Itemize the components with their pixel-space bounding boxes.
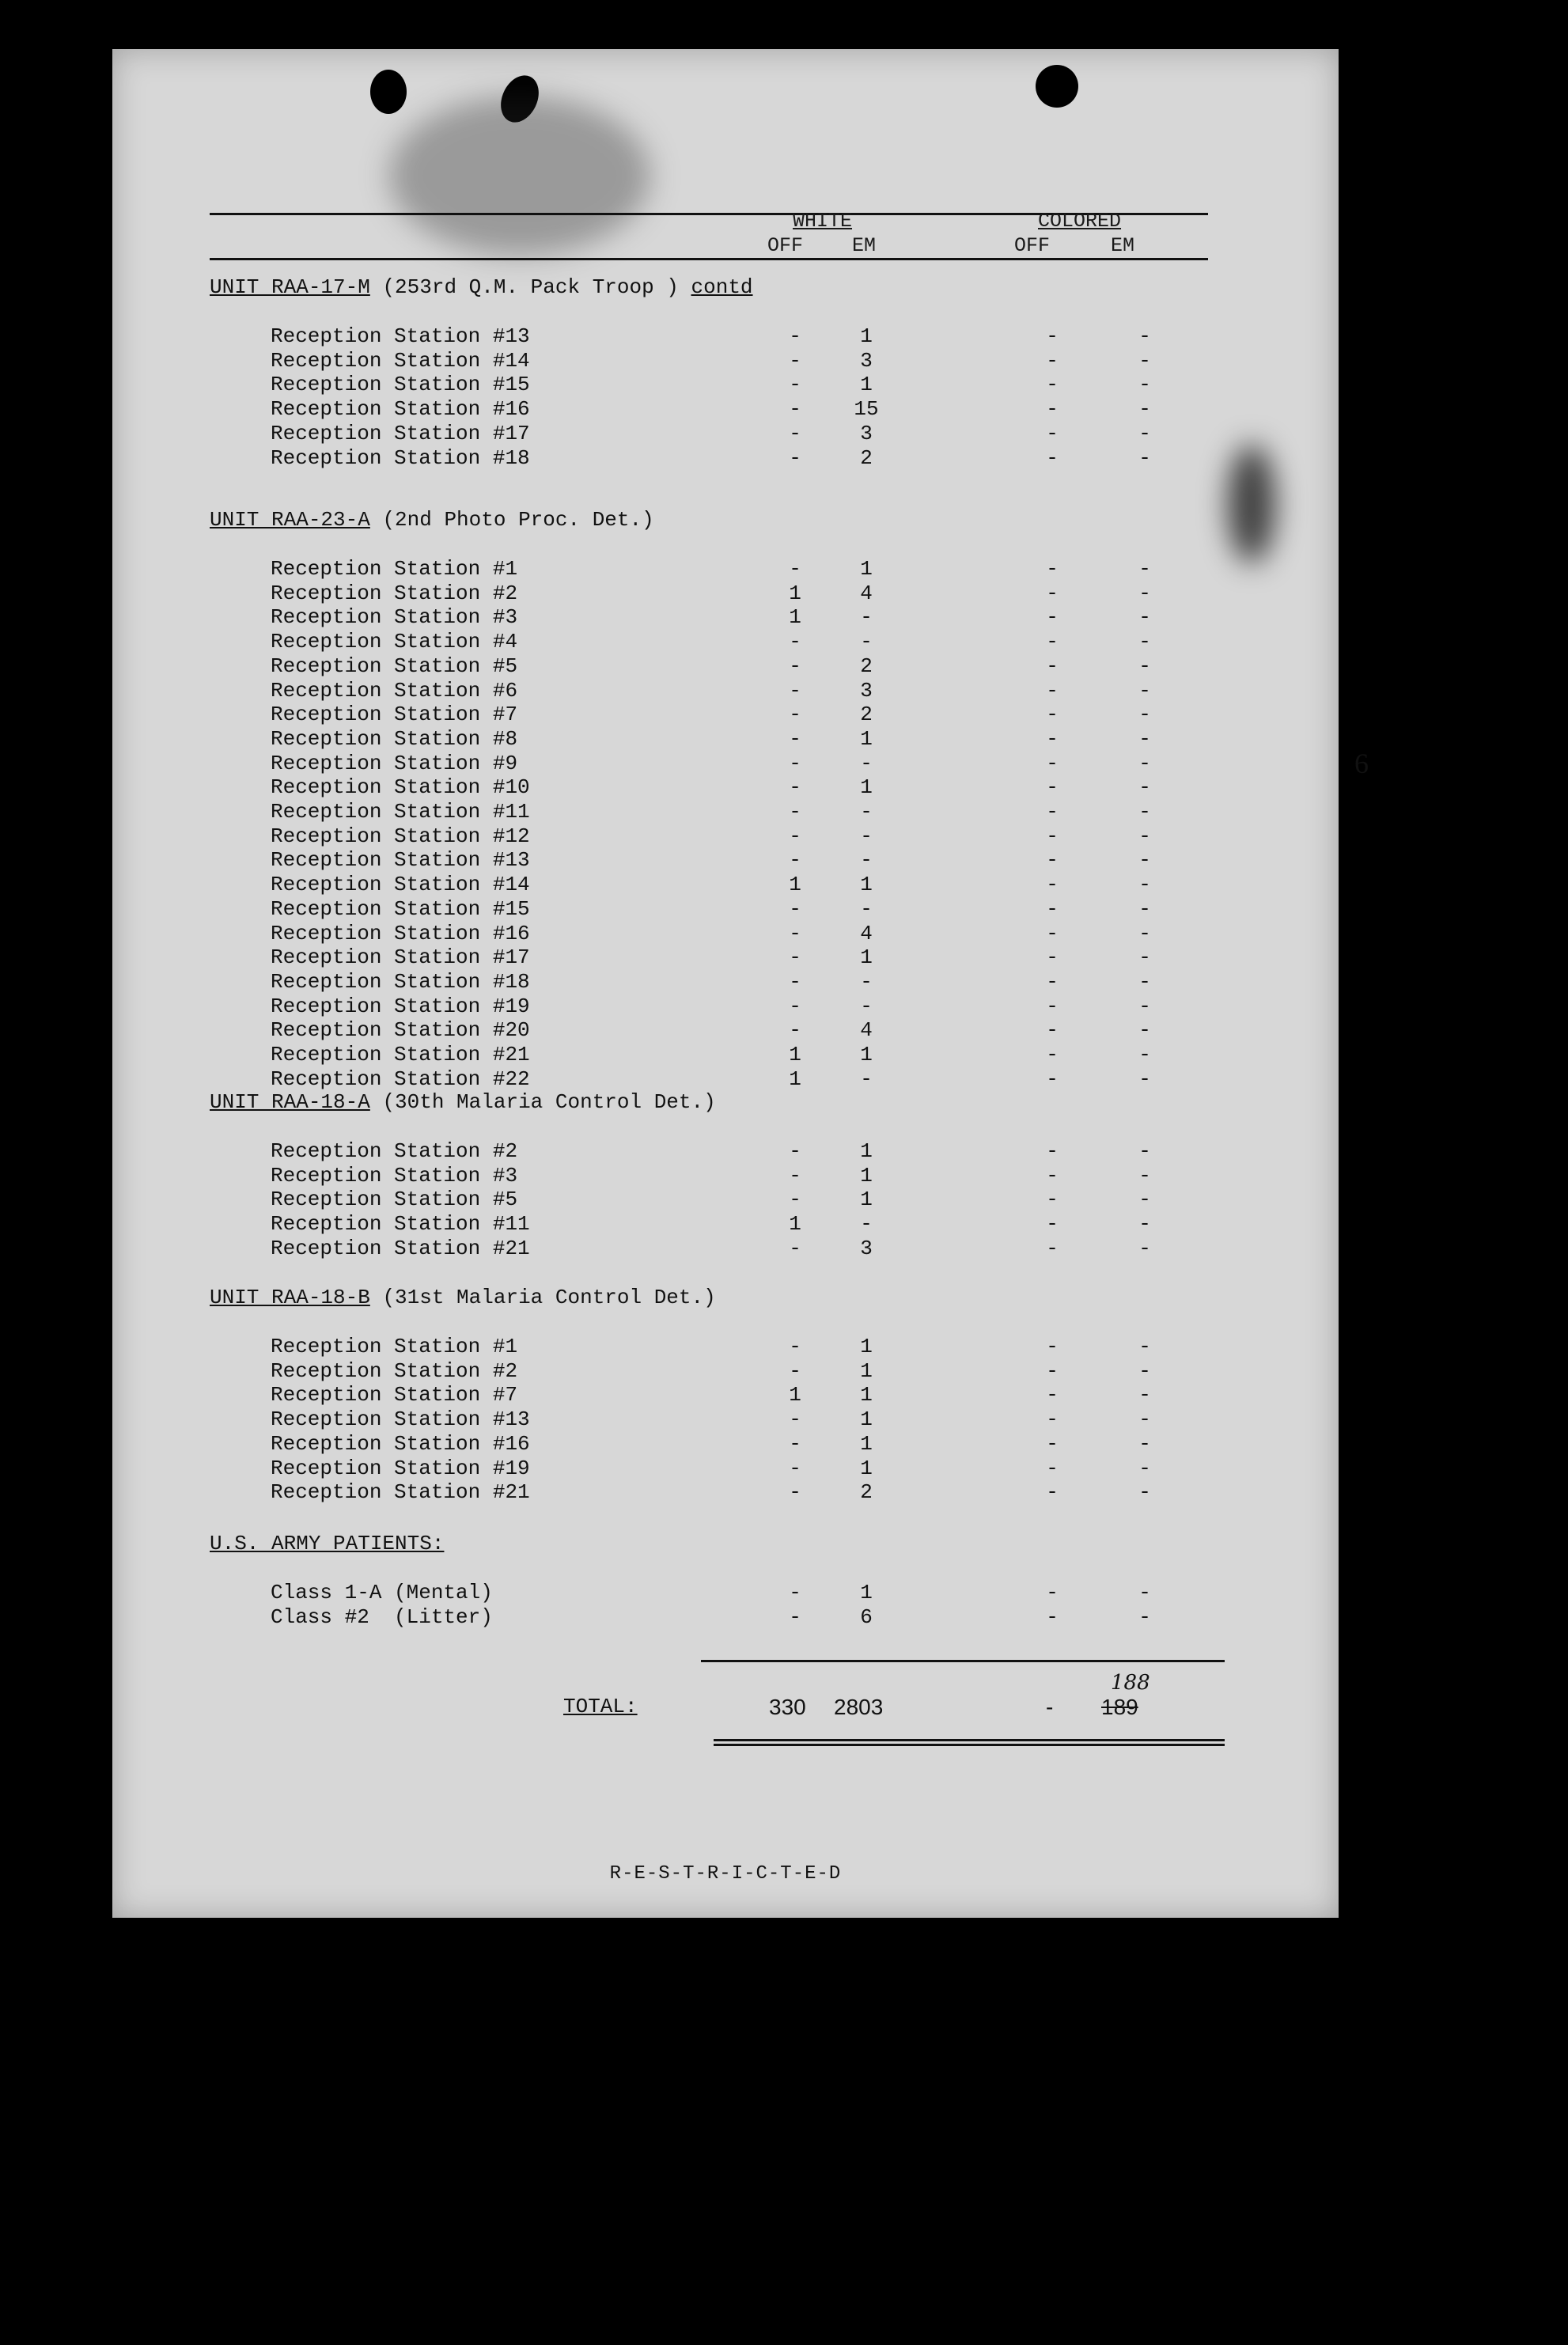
colored-off-value: - [1046, 751, 1059, 775]
row-label: Reception Station #17 [271, 945, 530, 970]
unit-code: UNIT RAA-18-B [210, 1286, 370, 1309]
white-off-value: - [789, 630, 801, 654]
unit-code: UNIT RAA-18-A [210, 1090, 370, 1114]
total-double-rule [714, 1744, 1225, 1746]
colored-off-value: - [1046, 630, 1059, 654]
white-em-value: - [860, 994, 873, 1018]
white-em-header: EM [852, 234, 877, 257]
colored-em-value: - [1138, 896, 1151, 921]
table-row [112, 373, 1299, 397]
white-em-value: - [860, 605, 873, 630]
row-label: Reception Station #3 [271, 605, 518, 630]
stain [389, 97, 650, 255]
colored-off-value: - [1046, 1018, 1059, 1043]
colored-off-value: - [1046, 373, 1059, 397]
colored-off-value: - [1046, 1139, 1059, 1163]
table-row [112, 703, 1299, 727]
colored-em-value: - [1138, 324, 1151, 348]
white-off-value: - [789, 445, 801, 470]
unit-code: UNIT RAA-17-M [210, 275, 370, 299]
colored-em-header: EM [1111, 234, 1135, 257]
colored-em-value: - [1138, 653, 1151, 678]
white-em-value: 3 [860, 1236, 873, 1260]
white-off-value: - [789, 751, 801, 775]
white-em-value: 1 [860, 726, 873, 751]
colored-off-value: - [1046, 1335, 1059, 1358]
white-em-value: - [860, 751, 873, 775]
colored-off-value: - [1046, 1431, 1059, 1456]
white-off-value: - [789, 557, 801, 581]
total-white-off: 330 [769, 1695, 806, 1719]
row-label: Reception Station #11 [271, 1212, 530, 1237]
row-label: Reception Station #19 [271, 994, 530, 1018]
row-label: Reception Station #5 [271, 1188, 518, 1212]
colored-off-value: - [1046, 653, 1059, 678]
unit-description: (2nd Photo Proc. Det.) [369, 508, 654, 532]
white-off-value: - [789, 1335, 801, 1358]
colored-em-value: - [1138, 1212, 1151, 1237]
row-label: Reception Station #15 [271, 373, 530, 397]
white-em-value: 1 [860, 1139, 873, 1163]
row-label: Reception Station #6 [271, 678, 518, 703]
white-off-value: - [789, 421, 801, 445]
table-row [112, 1359, 1299, 1384]
white-off-value: - [789, 1456, 801, 1480]
white-off-value: - [789, 1431, 801, 1456]
unit-code: UNIT RAA-23-A [210, 508, 370, 532]
table-row [112, 1407, 1299, 1432]
white-off-value: - [789, 1139, 801, 1163]
unit-code: U.S. ARMY PATIENTS: [210, 1532, 445, 1555]
table-row [112, 446, 1299, 471]
table-row [112, 1432, 1299, 1457]
colored-off-value: - [1046, 1236, 1059, 1260]
white-header: WHITE [793, 210, 853, 233]
colored-off-value: - [1046, 848, 1059, 873]
colored-em-value: - [1138, 824, 1151, 848]
row-label: Reception Station #13 [271, 324, 530, 348]
colored-off-value: - [1046, 873, 1059, 897]
colored-em-value: - [1138, 1066, 1151, 1091]
contd-label: contd [691, 275, 753, 299]
row-label: Reception Station #15 [271, 896, 530, 921]
row-label: Reception Station #2 [271, 1139, 518, 1163]
table-row [112, 1457, 1299, 1481]
colored-em-value: - [1138, 605, 1151, 630]
white-off-value: - [789, 1480, 801, 1505]
table-row [112, 582, 1299, 606]
colored-off-value: - [1046, 775, 1059, 800]
white-off-value: - [789, 1163, 801, 1188]
white-off-value: 1 [789, 1043, 801, 1066]
colored-em-value: - [1138, 1236, 1151, 1260]
punch-hole [1036, 65, 1078, 108]
row-label: Reception Station #14 [271, 873, 530, 897]
white-em-value: 1 [860, 1188, 873, 1212]
white-em-value: 3 [860, 348, 873, 373]
white-off-value: - [789, 824, 801, 848]
colored-off-value: - [1046, 896, 1059, 921]
white-em-value: 3 [860, 678, 873, 703]
colored-off-value: - [1046, 557, 1059, 581]
total-label: TOTAL: [563, 1695, 638, 1718]
table-row [112, 1335, 1299, 1359]
section-title [210, 1286, 716, 1309]
white-off-value: 1 [789, 873, 801, 897]
table-row [112, 422, 1299, 446]
white-off-value: - [789, 1188, 801, 1212]
row-label: Reception Station #18 [271, 969, 530, 994]
colored-off-value: - [1046, 703, 1059, 727]
white-em-value: - [860, 848, 873, 873]
colored-off-value: - [1046, 1407, 1059, 1432]
total-rule [701, 1660, 1225, 1662]
row-label: Reception Station #1 [271, 1335, 518, 1358]
white-em-value: 1 [860, 1581, 873, 1604]
total-colored-off: - [1046, 1695, 1054, 1719]
white-off-value: - [789, 775, 801, 800]
colored-off-value: - [1046, 605, 1059, 630]
white-off-value: 1 [789, 581, 801, 605]
white-em-value: 2 [860, 653, 873, 678]
colored-off-value: - [1046, 421, 1059, 445]
white-off-value: - [789, 848, 801, 873]
white-em-value: 1 [860, 557, 873, 581]
row-label: Reception Station #4 [271, 630, 518, 654]
colored-off-value: - [1046, 1163, 1059, 1188]
row-label: Class #2 (Litter) [271, 1604, 493, 1629]
table-row [112, 848, 1299, 873]
row-label: Reception Station #7 [271, 1383, 518, 1407]
table-row [112, 349, 1299, 373]
table-row [112, 324, 1299, 349]
colored-em-value: - [1138, 800, 1151, 824]
row-label: Reception Station #11 [271, 800, 530, 824]
white-off-value: - [789, 397, 801, 422]
table-row [112, 994, 1299, 1019]
white-em-value: - [860, 1212, 873, 1237]
colored-em-value: - [1138, 848, 1151, 873]
colored-em-value: - [1138, 775, 1151, 800]
white-off-value: - [789, 1604, 801, 1629]
punch-hole [370, 70, 407, 114]
white-em-value: 1 [860, 1383, 873, 1407]
total-double-rule [714, 1739, 1225, 1741]
white-em-value: - [860, 896, 873, 921]
colored-off-value: - [1046, 678, 1059, 703]
table-row [112, 1018, 1299, 1043]
white-off-value: - [789, 1236, 801, 1260]
unit-description: (30th Malaria Control Det.) [369, 1090, 716, 1114]
header-rule [210, 258, 1208, 260]
colored-off-value: - [1046, 1043, 1059, 1066]
colored-em-value: - [1138, 1456, 1151, 1480]
colored-off-value: - [1046, 1456, 1059, 1480]
white-em-value: 6 [860, 1604, 873, 1629]
table-row [112, 1383, 1299, 1407]
colored-off-value: - [1046, 581, 1059, 605]
total-colored-em-struck: 189 [1101, 1695, 1138, 1719]
colored-off-value: - [1046, 1066, 1059, 1091]
table-row [112, 922, 1299, 946]
white-em-value: 4 [860, 921, 873, 945]
colored-em-value: - [1138, 969, 1151, 994]
colored-off-value: - [1046, 348, 1059, 373]
table-row [112, 1164, 1299, 1188]
white-off-value: - [789, 921, 801, 945]
white-em-value: - [860, 824, 873, 848]
colored-em-value: - [1138, 726, 1151, 751]
row-label: Reception Station #16 [271, 921, 530, 945]
table-row [112, 824, 1299, 849]
colored-em-value: - [1138, 421, 1151, 445]
white-off-value: - [789, 1358, 801, 1383]
white-em-value: 1 [860, 324, 873, 348]
table-row [112, 1043, 1299, 1067]
table-row [112, 1188, 1299, 1212]
colored-em-value: - [1138, 1188, 1151, 1212]
unit-description: (253rd Q.M. Pack Troop ) [369, 275, 691, 299]
table-row [112, 557, 1299, 582]
white-off-value: - [789, 800, 801, 824]
table-row [112, 397, 1299, 422]
row-label: Reception Station #20 [271, 1018, 530, 1043]
colored-em-value: - [1138, 1043, 1151, 1066]
table-row [112, 1480, 1299, 1505]
white-em-value: - [860, 630, 873, 654]
white-off-value: - [789, 324, 801, 348]
colored-em-value: - [1138, 373, 1151, 397]
section-title [210, 1532, 444, 1555]
row-label: Reception Station #13 [271, 1407, 530, 1432]
white-off-value: - [789, 1018, 801, 1043]
colored-off-value: - [1046, 994, 1059, 1018]
colored-off-value: - [1046, 445, 1059, 470]
table-row [112, 775, 1299, 800]
colored-em-value: - [1138, 1335, 1151, 1358]
white-off-value: - [789, 348, 801, 373]
white-off-value: 1 [789, 1212, 801, 1237]
table-row [112, 752, 1299, 776]
white-off-value: - [789, 1407, 801, 1432]
colored-em-value: - [1138, 1604, 1151, 1629]
colored-off-value: - [1046, 1480, 1059, 1505]
white-off-value: - [789, 726, 801, 751]
colored-off-value: - [1046, 921, 1059, 945]
white-em-value: 1 [860, 1407, 873, 1432]
colored-off-value: - [1046, 397, 1059, 422]
white-off-value: 1 [789, 1383, 801, 1407]
colored-em-value: - [1138, 751, 1151, 775]
table-row [112, 1212, 1299, 1237]
row-label: Reception Station #1 [271, 557, 518, 581]
white-em-value: 1 [860, 1163, 873, 1188]
colored-em-value: - [1138, 1018, 1151, 1043]
restricted-footer: R-E-S-T-R-I-C-T-E-D [609, 1863, 842, 1885]
table-row [112, 945, 1299, 970]
white-em-value: 4 [860, 1018, 873, 1043]
white-em-value: - [860, 1066, 873, 1091]
table-row [112, 1581, 1299, 1605]
table-row [112, 727, 1299, 752]
section-title [210, 1090, 716, 1114]
row-label: Reception Station #9 [271, 751, 518, 775]
colored-em-value: - [1138, 873, 1151, 897]
colored-em-value: - [1138, 945, 1151, 970]
total-white-em: 2803 [834, 1695, 884, 1719]
table-row [112, 970, 1299, 994]
white-em-value: 1 [860, 775, 873, 800]
white-em-value: 2 [860, 445, 873, 470]
colored-em-value: - [1138, 1407, 1151, 1432]
colored-em-value: - [1138, 703, 1151, 727]
colored-em-value: - [1138, 1431, 1151, 1456]
white-off-value: - [789, 969, 801, 994]
colored-off-value: - [1046, 324, 1059, 348]
colored-off-value: - [1046, 1212, 1059, 1237]
table-row [112, 630, 1299, 654]
white-off-header: OFF [767, 234, 804, 257]
row-label: Reception Station #17 [271, 421, 530, 445]
colored-em-value: - [1138, 994, 1151, 1018]
white-off-value: - [789, 373, 801, 397]
colored-off-value: - [1046, 1383, 1059, 1407]
white-em-value: 15 [854, 397, 879, 422]
colored-em-value: - [1138, 557, 1151, 581]
white-off-value: - [789, 945, 801, 970]
margin-page-number: 6 [1354, 748, 1369, 779]
white-off-value: - [789, 994, 801, 1018]
colored-off-value: - [1046, 1188, 1059, 1212]
table-row [112, 897, 1299, 922]
table-row [112, 654, 1299, 679]
white-em-value: - [860, 800, 873, 824]
colored-em-value: - [1138, 1383, 1151, 1407]
colored-off-value: - [1046, 945, 1059, 970]
colored-off-value: - [1046, 1358, 1059, 1383]
row-label: Reception Station #2 [271, 1358, 518, 1383]
white-em-value: 1 [860, 1456, 873, 1480]
white-off-value: - [789, 703, 801, 727]
table-row [112, 679, 1299, 703]
colored-em-value: - [1138, 397, 1151, 422]
white-em-value: 1 [860, 873, 873, 897]
colored-em-value: - [1138, 1139, 1151, 1163]
colored-off-value: - [1046, 800, 1059, 824]
colored-em-value: - [1138, 921, 1151, 945]
table-row [112, 1139, 1299, 1164]
row-label: Reception Station #5 [271, 653, 518, 678]
colored-em-value: - [1138, 1358, 1151, 1383]
table-row [112, 605, 1299, 630]
colored-em-value: - [1138, 445, 1151, 470]
white-em-value: 1 [860, 1043, 873, 1066]
colored-em-value: - [1138, 348, 1151, 373]
white-off-value: 1 [789, 605, 801, 630]
colored-em-value: - [1138, 1581, 1151, 1604]
white-em-value: 1 [860, 945, 873, 970]
table-row [112, 1237, 1299, 1261]
row-label: Reception Station #19 [271, 1456, 530, 1480]
section-title [210, 275, 753, 299]
row-label: Reception Station #21 [271, 1480, 530, 1505]
row-label: Reception Station #13 [271, 848, 530, 873]
colored-em-value: - [1138, 678, 1151, 703]
total-colored-em-handwritten: 188 [1111, 1671, 1150, 1695]
colored-off-header: OFF [1014, 234, 1051, 257]
row-label: Reception Station #22 [271, 1066, 530, 1091]
white-off-value: - [789, 678, 801, 703]
row-label: Reception Station #21 [271, 1236, 530, 1260]
colored-em-value: - [1138, 1163, 1151, 1188]
white-em-value: 1 [860, 1358, 873, 1383]
row-label: Reception Station #18 [271, 445, 530, 470]
white-em-value: 1 [860, 1335, 873, 1358]
row-label: Reception Station #16 [271, 397, 530, 422]
colored-off-value: - [1046, 726, 1059, 751]
white-em-value: 1 [860, 373, 873, 397]
row-label: Reception Station #2 [271, 581, 518, 605]
colored-em-value: - [1138, 581, 1151, 605]
row-label: Reception Station #8 [271, 726, 518, 751]
row-label: Reception Station #3 [271, 1163, 518, 1188]
white-em-value: 4 [860, 581, 873, 605]
row-label: Reception Station #14 [271, 348, 530, 373]
white-off-value: - [789, 896, 801, 921]
section-title [210, 508, 654, 532]
table-row [112, 1067, 1299, 1092]
row-label: Reception Station #7 [271, 703, 518, 727]
colored-off-value: - [1046, 1581, 1059, 1604]
colored-off-value: - [1046, 824, 1059, 848]
white-off-value: 1 [789, 1066, 801, 1091]
white-off-value: - [789, 1581, 801, 1604]
white-off-value: - [789, 653, 801, 678]
colored-off-value: - [1046, 1604, 1059, 1629]
row-label: Reception Station #10 [271, 775, 530, 800]
table-row [112, 800, 1299, 824]
table-row [112, 873, 1299, 897]
white-em-value: - [860, 969, 873, 994]
white-em-value: 2 [860, 1480, 873, 1505]
document-page [112, 49, 1369, 1918]
white-em-value: 2 [860, 703, 873, 727]
row-label: Reception Station #16 [271, 1431, 530, 1456]
row-label: Reception Station #12 [271, 824, 530, 848]
unit-description: (31st Malaria Control Det.) [369, 1286, 716, 1309]
colored-em-value: - [1138, 1480, 1151, 1505]
colored-em-value: - [1138, 630, 1151, 654]
row-label: Class 1-A (Mental) [271, 1581, 493, 1604]
row-label: Reception Station #21 [271, 1043, 530, 1066]
white-em-value: 1 [860, 1431, 873, 1456]
white-em-value: 3 [860, 421, 873, 445]
colored-header: COLORED [1038, 210, 1122, 233]
colored-off-value: - [1046, 969, 1059, 994]
table-row [112, 1605, 1299, 1630]
